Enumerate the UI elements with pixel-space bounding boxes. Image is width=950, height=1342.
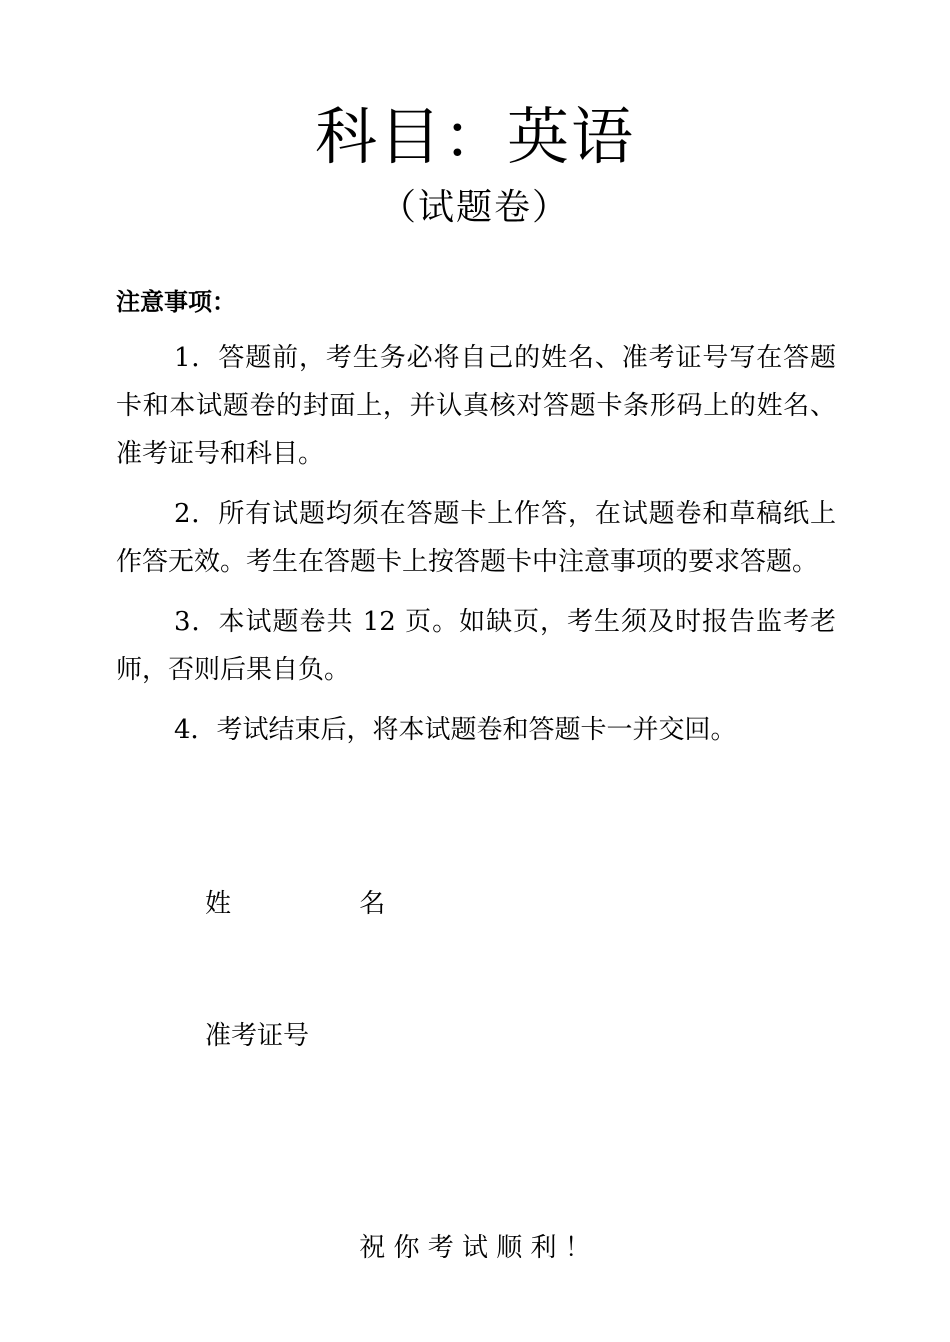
notice-number: 3． <box>174 607 219 637</box>
notice-text: 所有试题均须在答题卡上作答，在试题卷和草稿纸上作答无效。考生在答题卡上按答题卡中注意事项的要求答题。 <box>116 499 836 577</box>
good-luck-message: 祝 你 考 试 顺 利 ！ <box>359 1233 591 1263</box>
notice-number: 4． <box>174 715 217 745</box>
notice-item-3 <box>116 598 836 694</box>
notice-item-1 <box>116 334 836 478</box>
notice-text: 考试结束后，将本试题卷和答题卡一并交回。 <box>216 715 737 745</box>
notice-item-2 <box>116 490 836 586</box>
notice-list <box>116 334 836 766</box>
notice-text: 本试题卷共 12 页。如缺页，考生须及时报告监考老师，否则后果自负。 <box>116 607 836 685</box>
exam-id-field-label: 准考证号 <box>205 1021 310 1051</box>
notice-text: 答题前，考生务必将自己的姓名、准考证号写在答题卡和本试题卷的封面上，并认真核对答题卡条形码上的姓名、准考证号和科目。 <box>116 343 836 469</box>
paper-type-subtitle: （试题卷） <box>379 187 570 228</box>
notice-heading: 注意事项： <box>116 288 236 316</box>
name-field-label: 姓 名 <box>205 889 446 919</box>
notice-item-4 <box>116 706 836 754</box>
subject-title: 科目：英语 <box>314 100 635 173</box>
notice-number: 2． <box>174 499 219 529</box>
notice-number: 1． <box>174 343 219 373</box>
